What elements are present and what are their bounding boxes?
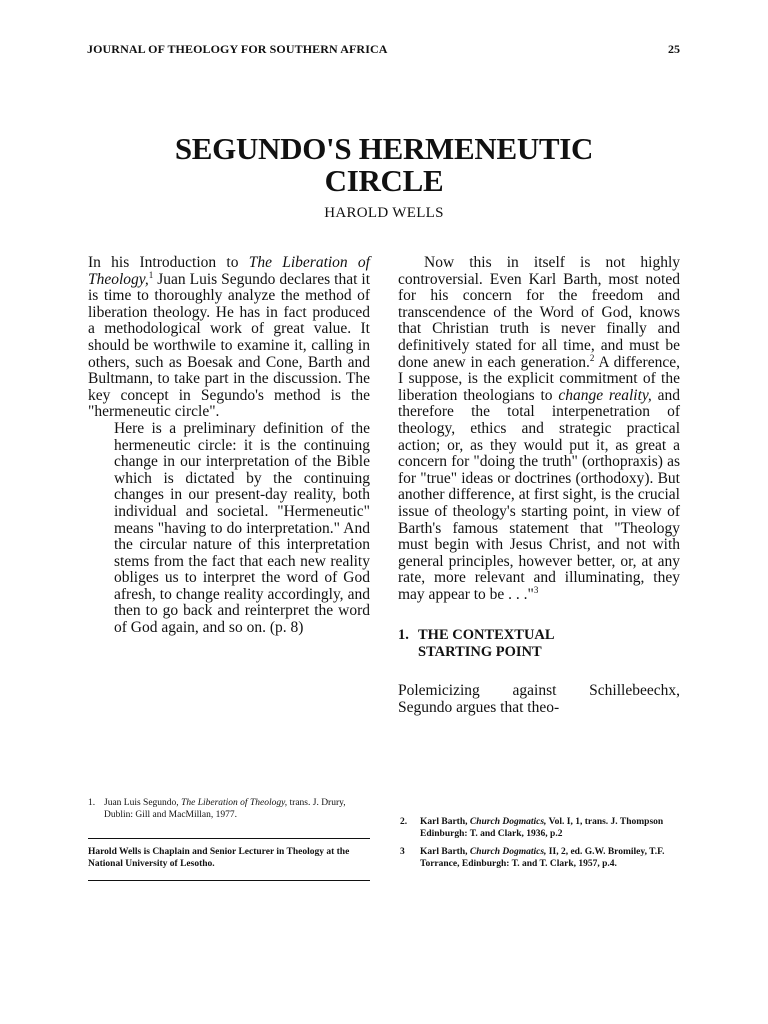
section-paragraph: Polemicizing against Schillebeechx, Segundo argues that theo- — [398, 682, 680, 717]
footnote-text-b: trans. J. Drury, Dublin: Gill and MacMillan, 1977. — [104, 798, 346, 820]
author-note: Harold Wells is Chaplain and Senior Lecturer in Theology at the National University of Lesotho. — [88, 847, 350, 869]
footnote-number: 2. — [400, 817, 408, 827]
footnote-number: 3 — [400, 847, 405, 857]
left-column — [88, 255, 370, 637]
footnote-text-a: Karl Barth, — [420, 847, 470, 857]
book-title-italic: The Liberation of Theology, — [88, 254, 370, 288]
footnote-text-a: Juan Luis Segundo, — [104, 798, 182, 808]
footnote-item — [400, 817, 680, 840]
intro-paragraph — [88, 255, 370, 421]
right-column — [398, 255, 680, 717]
barth-text-b: A difference, I suppose, is the explicit commitment of the liberation theologians to — [398, 353, 680, 404]
footnote-ref-3: 3 — [533, 584, 539, 595]
footnote-italic: Church Dogmatics, — [469, 817, 547, 827]
footnote-text-a: Karl Barth, — [420, 817, 470, 827]
title-line-2: CIRCLE — [324, 163, 444, 198]
footnote-ref-2: 2 — [589, 352, 595, 363]
divider-rule-bottom — [88, 880, 370, 881]
footnote-ref-1: 1 — [148, 269, 154, 280]
intro-text-a: In his Introduction to — [88, 254, 249, 271]
footnote-italic: Church Dogmatics, — [469, 847, 547, 857]
footnotes-right — [400, 817, 680, 877]
section-heading — [398, 627, 680, 661]
section-title-line-1: THE CONTEXTUAL — [418, 627, 555, 644]
section-number: 1. — [398, 627, 409, 644]
footnote-text — [420, 847, 680, 870]
footnote-item — [88, 798, 370, 821]
barth-text-a: Now this in itself is not highly controversial. Even Karl Barth, most noted for his concern for the freedom and transcendence of the Word of God, knows that Christian truth is never finally and definitively stated for all time, and must be done anew in each generation. — [398, 254, 680, 371]
footnote-item — [400, 847, 680, 870]
footnote-number: 1. — [88, 798, 96, 808]
barth-text-c: and therefore the total interpenetration of theology, ethics and strategic practical action; or, as they would put it, as great a concern for "doing the truth" (orthopraxis) as for "true" ideas or doctrines (orthodoxy). But another difference, at first sight, is the crucial issue of theology's starting point, in view of Barth's famous statement that "Theology must begin with Jesus Christ, and not with general principles, however better, or, at any rate, more relevant and illuminating, they may appear to be . . ." — [398, 386, 680, 603]
running-header-journal: JOURNAL OF THEOLOGY FOR SOUTHERN AFRICA — [87, 42, 388, 56]
footnote-italic: The Liberation of Theology, — [181, 798, 288, 808]
article-author: HAROLD WELLS — [324, 205, 444, 221]
divider-rule-top — [88, 838, 370, 839]
intro-text-b: Juan Luis Segundo declares that it is time to thoroughly analyze the method of liberation theology. He has in fact produced a methodological work of great value. It should be worthwile to examine it, calling in others, such as Boesak and Cone, Barth and Bultmann, to take part in the discussion. The key concept in Segundo's method is the "hermeneutic circle". — [88, 270, 370, 421]
change-reality-italic: change reality, — [558, 386, 652, 404]
section-title-line-2: STARTING POINT — [418, 644, 542, 661]
footnote-text-b: II, 2, ed. G.W. Bromiley, T.F. Torrance, Edinburgh: T. and T. Clark, 1957, p.4. — [420, 847, 665, 869]
footnotes-left — [88, 798, 370, 821]
barth-paragraph — [398, 255, 680, 603]
title-line-1: SEGUNDO'S HERMENEUTIC — [174, 131, 594, 166]
footnote-text — [420, 817, 680, 840]
footnote-text — [104, 798, 370, 821]
article-title — [0, 133, 768, 197]
page-number: 25 — [668, 42, 680, 56]
block-quote: Here is a preliminary definition of the hermeneutic circle: it is the continuing change in our interpretation of the Bible which is dictated by the continuing changes in our present-day reality, both individual and societal. "Hermeneutic" means "having to do interpretation." And the circular nature of this interpretation stems from the fact that each new reality obliges us to interpret the word of God afresh, to change reality accordingly, and then to go back and reinterpret the word of God again, and so on. (p. 8) — [114, 419, 370, 637]
footnote-text-b: Vol. I, 1, trans. J. Thompson Edinburgh: T. and Clark, 1936, p.2 — [420, 817, 664, 839]
